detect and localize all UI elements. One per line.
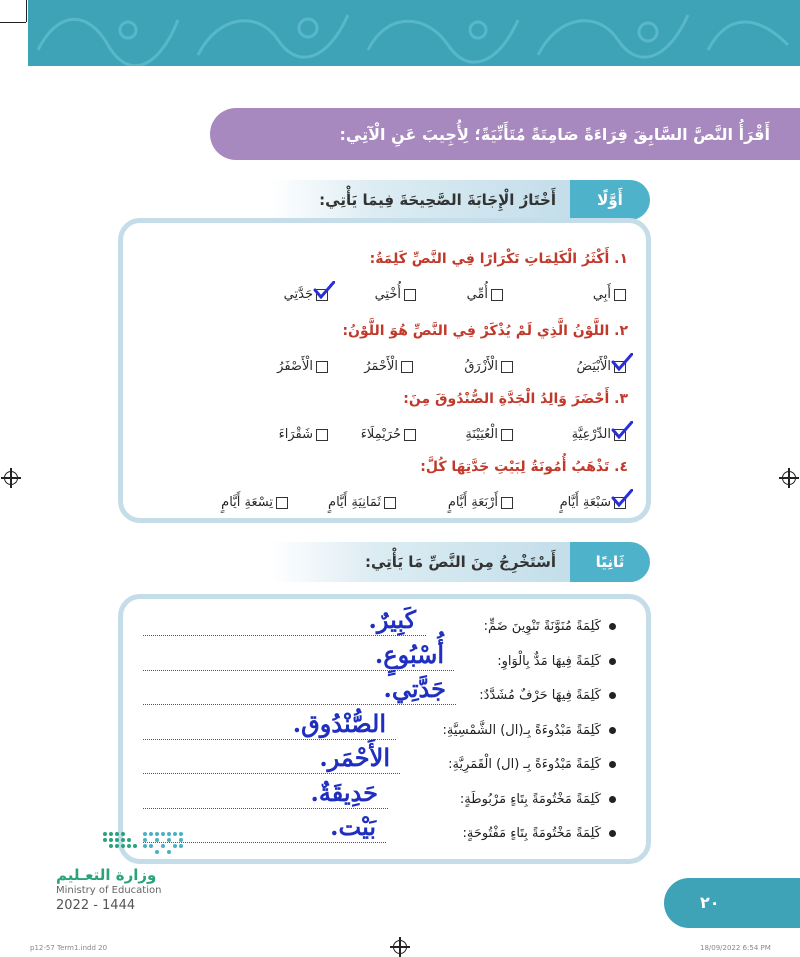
crop-mark: [0, 22, 26, 23]
bullet-icon: [609, 796, 616, 803]
option-checkbox[interactable]: [491, 289, 503, 301]
bullet-icon: [609, 830, 616, 837]
extract-prompt: كَلِمَةً مَخْتُومَةً بِتَاءٍ مَفْتُوحَةٍ:: [462, 826, 601, 841]
option-label: الْأَبْيَضُ: [576, 359, 611, 374]
answer-option[interactable]: [284, 287, 328, 302]
option-label: الدِّرْعِيَّةِ: [571, 427, 611, 442]
extract-item: [443, 723, 616, 738]
answer-option[interactable]: [277, 359, 328, 374]
question-text: ١. أَكْثَرُ الْكَلِمَاتِ تَكْرَارًا فِي النَّصِّ كَلِمَةُ:: [369, 251, 628, 267]
print-slug-left: p12-57 Term1.indd 20: [30, 944, 108, 952]
option-label: حُرَيْمِلَاءَ: [360, 427, 401, 442]
answer-option[interactable]: [577, 359, 627, 374]
answer-option[interactable]: [364, 359, 413, 374]
registration-mark: [4, 471, 18, 485]
answer-option[interactable]: [361, 427, 416, 442]
bullet-icon: [609, 761, 616, 768]
extract-item: [479, 688, 616, 703]
bullet-icon: [609, 623, 616, 630]
handwritten-answer: جَدَّتِي.: [383, 674, 446, 703]
option-label: الْأَزْرَقُ: [464, 359, 498, 374]
option-checkbox[interactable]: [404, 289, 416, 301]
registration-mark: [393, 940, 407, 954]
answer-line[interactable]: [143, 670, 454, 671]
handwritten-answer: الأَحْمَر.: [319, 743, 390, 772]
option-label: أُخْتِي: [374, 287, 401, 302]
registration-mark: [782, 471, 796, 485]
answer-option[interactable]: [465, 427, 513, 442]
answer-option[interactable]: [593, 287, 626, 302]
option-label: جَدَّتِي: [283, 287, 313, 302]
option-label: الْأَحْمَرُ: [364, 359, 398, 374]
option-label: ثَمَانِيَةِ أَيَّامٍ: [328, 495, 381, 510]
handwritten-answer: كَبِيرٌ.: [368, 605, 416, 634]
answer-line[interactable]: [143, 635, 426, 636]
print-slug-right: 18/09/2022 6:54 PM: [700, 944, 771, 952]
page-number-tab: [664, 878, 800, 928]
page-title: أَقْرَأُ النَّصَّ السَّابِقَ قِرَاءَةً صَامِتَةً مُتَأَنِّيَةً؛ لِأُجِيبَ عَنِ الْآتِي:: [339, 124, 770, 144]
option-label: الْعُيَيْنَةِ: [465, 427, 498, 442]
option-checkbox[interactable]: [501, 497, 513, 509]
option-checkbox[interactable]: [404, 429, 416, 441]
extract-item: [484, 619, 616, 634]
bullet-icon: [609, 658, 616, 665]
answer-option[interactable]: [572, 427, 626, 442]
section1-header: [270, 180, 650, 220]
bullet-icon: [609, 727, 616, 734]
bullet-icon: [609, 692, 616, 699]
question-text: ٣. أَحْضَرَ وَالِدُ الْجَدَّةِ الصُّنْدُوقَ مِنَ:: [403, 391, 628, 407]
question-text: ٤. تَذْهَبُ أُمُونَةُ لِبَيْتِ جَدَّتِهَا كُلَّ:: [420, 459, 628, 475]
answer-line[interactable]: [143, 704, 456, 705]
section1-heading-strip: [270, 180, 570, 220]
answer-line[interactable]: [143, 808, 388, 809]
answer-option[interactable]: [467, 287, 503, 302]
option-label: الْأَصْفَرُ: [277, 359, 313, 374]
option-checkbox[interactable]: [401, 361, 413, 373]
extract-prompt: كَلِمَةً مُنَوَّنَةً تَنْوِينَ ضَمٍّ:: [483, 619, 601, 634]
section2-heading-strip: [270, 542, 570, 582]
ministry-name-arabic: وزارة التعـليم: [56, 866, 157, 884]
extract-prompt: كَلِمَةً فِيهَا حَرْفٌ مُشَدَّدٌ:: [479, 688, 601, 703]
title-banner: [210, 108, 800, 160]
checkmark-icon: [313, 281, 335, 299]
option-checkbox[interactable]: [384, 497, 396, 509]
extract-prompt: كَلِمَةً مَخْتُومَةً بِتَاءٍ مَرْبُوطَةٍ:: [459, 791, 601, 807]
section1-badge: أَوَّلًا: [570, 180, 650, 220]
extract-item: [463, 826, 616, 841]
edition-year: 2022 - 1444: [56, 898, 136, 913]
ministry-name-english: Ministry of Education: [56, 885, 162, 896]
answer-option[interactable]: [279, 427, 328, 442]
checkmark-icon: [611, 421, 633, 439]
option-checkbox[interactable]: [614, 289, 626, 301]
checkmark-icon: [611, 489, 633, 507]
option-label: أُمِّي: [466, 287, 488, 302]
section1-heading: أَخْتَارُ الْإِجَابَةَ الصَّحِيحَةَ فِيمَا يَأْتِي:: [319, 191, 556, 209]
section2-badge: ثَانِيًا: [570, 542, 650, 582]
answer-option[interactable]: [560, 495, 626, 510]
extract-prompt: كَلِمَةً فِيهَا مَدٌّ بِالْوَاوِ:: [497, 653, 601, 669]
option-checkbox[interactable]: [614, 497, 626, 509]
extract-prompt: كَلِمَةً مَبْدُوءَةً بِـ(ال) الشَّمْسِيَّةِ:: [442, 722, 601, 738]
option-checkbox[interactable]: [614, 361, 626, 373]
extract-prompt: كَلِمَةً مَبْدُوءَةً بِـ (ال) الْقَمَرِيَّةِ:: [448, 757, 601, 772]
option-checkbox[interactable]: [614, 429, 626, 441]
page-number: ٢٠: [700, 893, 720, 912]
checkmark-icon: [611, 353, 633, 371]
handwritten-answer: أُسْبُوعٍ.: [374, 639, 444, 669]
question-text: ٢. اللَّوْنُ الَّذِي لَمْ يُذْكَرْ فِي النَّصِّ هُوَ اللَّوْنُ:: [342, 323, 628, 339]
handwritten-answer: الصُّنْدُوق.: [292, 708, 386, 738]
crop-mark: [26, 0, 27, 22]
option-checkbox[interactable]: [501, 429, 513, 441]
answer-option[interactable]: [221, 495, 288, 510]
handwritten-answer: بَيْت.: [330, 812, 376, 841]
option-label: شَقْرَاءَ: [278, 427, 313, 442]
answer-line[interactable]: [143, 773, 400, 774]
option-label: أَبِي: [592, 287, 611, 302]
answer-option[interactable]: [375, 287, 416, 302]
option-checkbox[interactable]: [316, 361, 328, 373]
option-label: سَبْعَةِ أَيَّامٍ: [559, 495, 611, 510]
ministry-logo-icon: [100, 828, 190, 860]
header-decoration: [28, 0, 800, 66]
extract-item: [460, 792, 616, 807]
answer-option[interactable]: [464, 359, 513, 374]
extract-item: [497, 654, 616, 669]
option-checkbox[interactable]: [276, 497, 288, 509]
section2-header: [270, 542, 650, 582]
extract-item: [448, 757, 616, 772]
answer-line[interactable]: [143, 739, 396, 740]
option-checkbox[interactable]: [316, 289, 328, 301]
option-label: تِسْعَةِ أَيَّامٍ: [221, 495, 273, 510]
section1-box: [118, 218, 651, 523]
answer-option[interactable]: [448, 495, 513, 510]
option-label: أَرْبَعَةِ أَيَّامٍ: [447, 495, 498, 510]
option-checkbox[interactable]: [501, 361, 513, 373]
answer-option[interactable]: [328, 495, 396, 510]
handwritten-answer: حَدِيقَةٌ.: [310, 777, 378, 807]
section2-box: [118, 594, 651, 864]
section2-heading: أَسْتَخْرِجُ مِنَ النَّصِّ مَا يَأْتِي:: [365, 553, 556, 571]
option-checkbox[interactable]: [316, 429, 328, 441]
